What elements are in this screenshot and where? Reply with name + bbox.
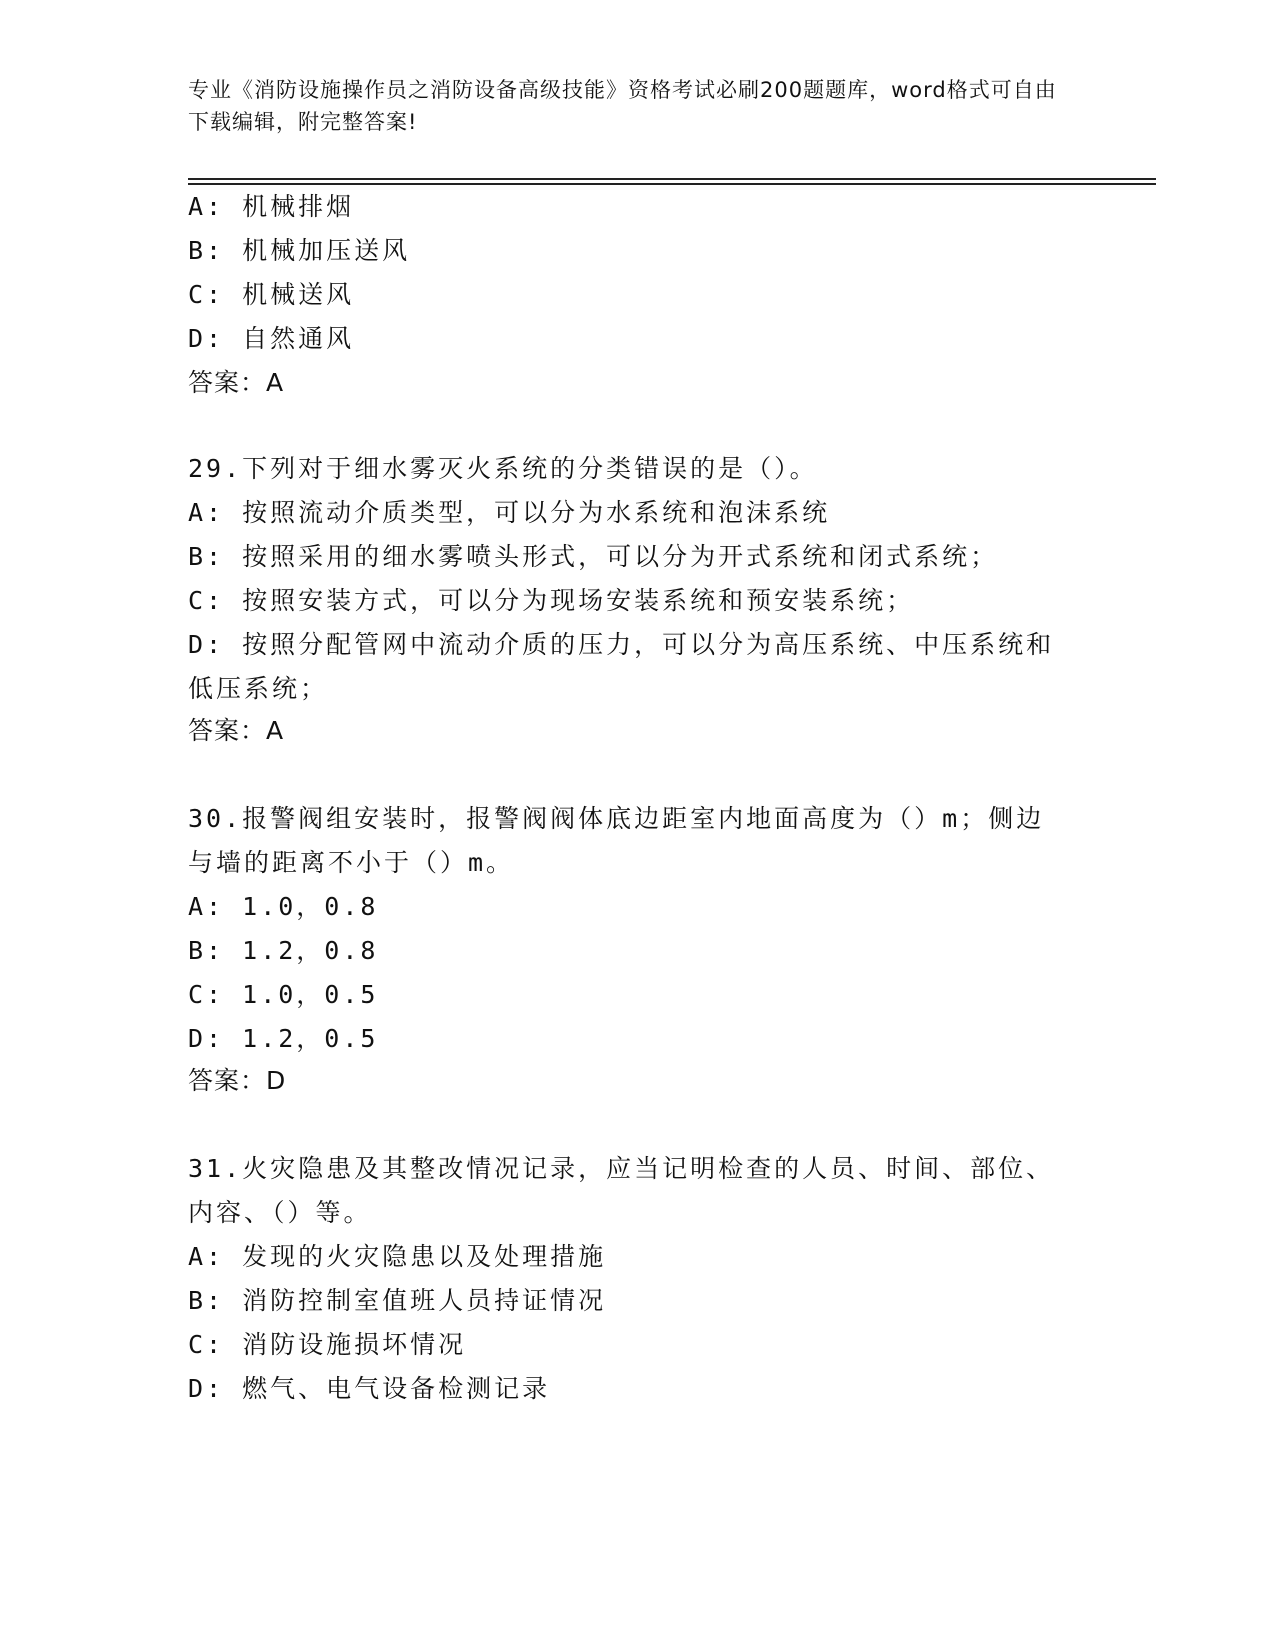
q29-stem: 29.下列对于细水雾灭火系统的分类错误的是（）。	[188, 454, 818, 483]
q31-stem: 31.火灾隐患及其整改情况记录，应当记明检查的人员、时间、部位、	[188, 1154, 1055, 1183]
q30-option-a: A: 1.0，0.8	[188, 892, 379, 921]
q29-option-d-continued: 低压系统；	[188, 674, 329, 703]
q31-option-c: C: 消防设施损坏情况	[188, 1330, 467, 1359]
q30-stem-continued: 与墙的距离不小于（）m。	[188, 848, 515, 877]
q31-option-a: A: 发现的火灾隐患以及处理措施	[188, 1242, 607, 1271]
q28-answer: 答案：A	[188, 368, 285, 397]
q29-option-d: D: 按照分配管网中流动介质的压力，可以分为高压系统、中压系统和	[188, 630, 1055, 659]
q28-option-b: B: 机械加压送风	[188, 236, 411, 265]
document-header: 专业《消防设施操作员之消防设备高级技能》资格考试必刷200题题库，word格式可自由下载编辑，附完整答案!	[188, 78, 1057, 134]
q29-answer: 答案：A	[188, 716, 285, 745]
q31-stem-continued: 内容、（）等。	[188, 1198, 372, 1227]
header-rule-bottom	[188, 183, 1156, 185]
q30-option-d: D: 1.2，0.5	[188, 1024, 379, 1053]
q29-option-a: A: 按照流动介质类型，可以分为水系统和泡沫系统	[188, 498, 831, 527]
q30-option-c: C: 1.0，0.5	[188, 980, 379, 1009]
q30-stem: 30.报警阀组安装时，报警阀阀体底边距室内地面高度为（）m；侧边	[188, 804, 1045, 833]
header-rule-top	[188, 178, 1156, 180]
q31-option-d: D: 燃气、电气设备检测记录	[188, 1374, 551, 1403]
q29-option-c: C: 按照安装方式，可以分为现场安装系统和预安装系统；	[188, 586, 915, 615]
q28-option-a: A: 机械排烟	[188, 192, 355, 221]
q29-option-b: B: 按照采用的细水雾喷头形式，可以分为开式系统和闭式系统；	[188, 542, 999, 571]
q30-option-b: B: 1.2，0.8	[188, 936, 379, 965]
q30-answer: 答案：D	[188, 1066, 287, 1095]
q28-option-d: D: 自然通风	[188, 324, 355, 353]
q28-option-c: C: 机械送风	[188, 280, 355, 309]
q31-option-b: B: 消防控制室值班人员持证情况	[188, 1286, 607, 1315]
